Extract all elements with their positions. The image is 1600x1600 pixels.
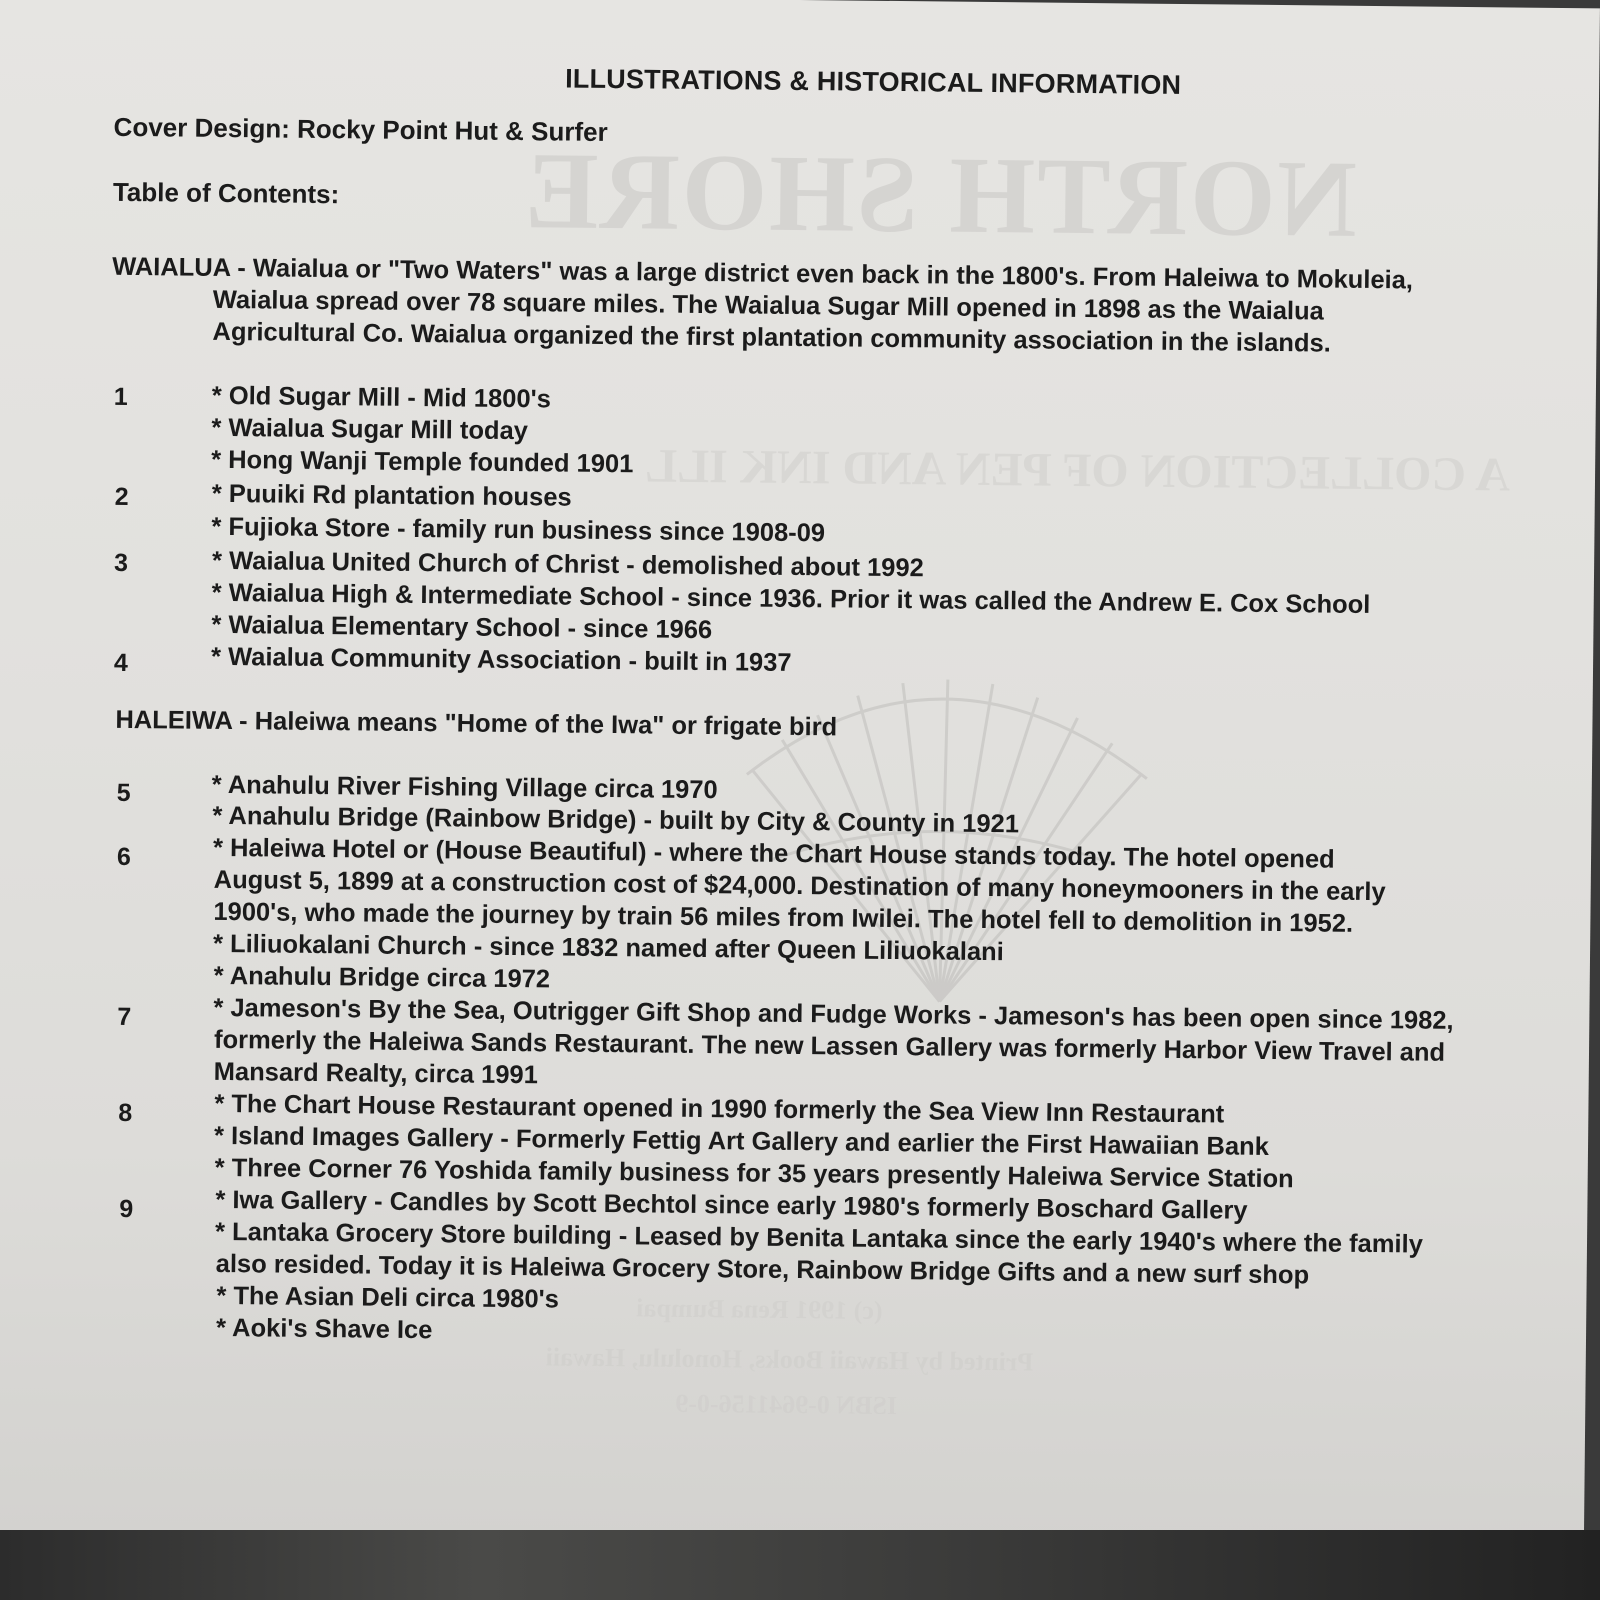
entry-line: * Jameson's By the Sea, Outrigger Gift Shop and Fudge Works - Jameson's has been open since 1982, bbox=[213, 993, 1454, 1035]
illustration-number: 4 bbox=[113, 648, 129, 677]
toc-label: Table of Contents: bbox=[112, 176, 340, 210]
bleed-through-title: NORTH SHORE bbox=[522, 129, 1358, 260]
entry-line: * Lantaka Grocery Store building - Leased by Benita Lantaka since the early 1940's where the family bbox=[214, 1217, 1423, 1259]
entry-line: formerly the Haleiwa Sands Restaurant. The new Lassen Gallery was formerly Harbor View Travel and bbox=[213, 1025, 1446, 1067]
haleiwa-heading: HALEIWA - Haleiwa means "Home of the Iwa" or frigate bird bbox=[115, 705, 838, 742]
entry-line: * Hong Wanji Temple founded 1901 bbox=[211, 445, 634, 479]
entry-line: * Waialua Elementary School - since 1966 bbox=[211, 610, 713, 645]
waialua-line: Waialua spread over 78 square miles. The Waialua Sugar Mill opened in 1898 as the Waialua bbox=[212, 285, 1324, 326]
bleed-through-copyright: (c) 1991 Rena Bumpai bbox=[636, 1293, 883, 1325]
entry-line: * Island Images Gallery - Formerly Fettig Art Gallery and earlier the First Hawaiian Bank bbox=[213, 1121, 1269, 1161]
illustration-number: 7 bbox=[117, 1002, 132, 1032]
illustration-number: 6 bbox=[116, 842, 132, 872]
entry-line: * Waialua Sugar Mill today bbox=[211, 413, 529, 446]
entry-line: * Anahulu Bridge circa 1972 bbox=[213, 961, 551, 994]
entry-line: * Three Corner 76 Yoshida family business for 35 years presently Haleiwa Service Station bbox=[214, 1153, 1294, 1194]
entry-line: * Puuiki Rd plantation houses bbox=[211, 479, 572, 512]
entry-line: * Haleiwa Hotel or (House Beautiful) - where the Chart House stands today. The hotel opened bbox=[212, 833, 1335, 874]
entry-line: * Anahulu River Fishing Village circa 1970 bbox=[211, 770, 718, 805]
entry-line: * The Asian Deli circa 1980's bbox=[216, 1281, 560, 1314]
entry-line: * Waialua High & Intermediate School - since 1936. Prior it was called the Andrew E. Cox School bbox=[211, 578, 1371, 620]
background-surface bbox=[0, 1530, 1600, 1600]
entry-line: * Anahulu Bridge (Rainbow Bridge) - built by City & County in 1921 bbox=[212, 801, 1020, 839]
entry-line: 1900's, who made the journey by train 56 miles from Iwilei. The hotel fell to demolition in 1952. bbox=[213, 897, 1354, 938]
entry-line: * Waialua Community Association - built in 1937 bbox=[210, 642, 792, 677]
entry-line: also resided. Today it is Haleiwa Grocery Store, Rainbow Bridge Gifts and a new surf shop bbox=[215, 1249, 1310, 1290]
entry-line: August 5, 1899 at a construction cost of $24,000. Destination of many honeymooners in the early bbox=[213, 865, 1386, 907]
illustration-number: 2 bbox=[114, 482, 129, 511]
entry-line: * Fujioka Store - family run business since 1908-09 bbox=[211, 512, 826, 548]
entry-line: * Iwa Gallery - Candles by Scott Bechtol since early 1980's formerly Boschard Gallery bbox=[215, 1185, 1248, 1225]
waialua-heading: WAIALUA - Waialua or "Two Waters" was a large district even back in the 1800's. From Haleiwa to Mokuleia, bbox=[112, 252, 1414, 295]
illustration-number: 3 bbox=[113, 548, 129, 577]
entry-line: * Waialua United Church of Christ - demolished about 1992 bbox=[211, 546, 924, 583]
entry-line: * The Chart House Restaurant opened in 1990 formerly the Sea View Inn Restaurant bbox=[214, 1089, 1225, 1129]
entry-line: * Old Sugar Mill - Mid 1800's bbox=[211, 381, 552, 414]
entry-line: Mansard Realty, circa 1991 bbox=[213, 1057, 539, 1090]
bleed-through-isbn: ISBN 0-9641156-0-9 bbox=[675, 1388, 898, 1421]
bleed-through-printer: Printed by Hawaii Books, Honolulu, Hawaii bbox=[545, 1342, 1034, 1377]
entry-line: * Liliuokalani Church - since 1832 named after Queen Liliuokalani bbox=[212, 929, 1004, 967]
illustration-number: 8 bbox=[118, 1098, 133, 1128]
waialua-line: Agricultural Co. Waialua organized the first plantation community association in the islands. bbox=[212, 317, 1331, 358]
bleed-through-subtitle: A COLLECTION OF PEN AND INK ILL bbox=[644, 439, 1511, 502]
illustration-number: 5 bbox=[116, 778, 131, 808]
entry-line: * Aoki's Shave Ice bbox=[215, 1313, 433, 1345]
illustration-number: 1 bbox=[113, 382, 128, 411]
illustration-number: 9 bbox=[119, 1194, 134, 1224]
cover-design: Cover Design: Rocky Point Hut & Surfer bbox=[113, 111, 608, 147]
page-title: ILLUSTRATIONS & HISTORICAL INFORMATION bbox=[565, 63, 1182, 100]
